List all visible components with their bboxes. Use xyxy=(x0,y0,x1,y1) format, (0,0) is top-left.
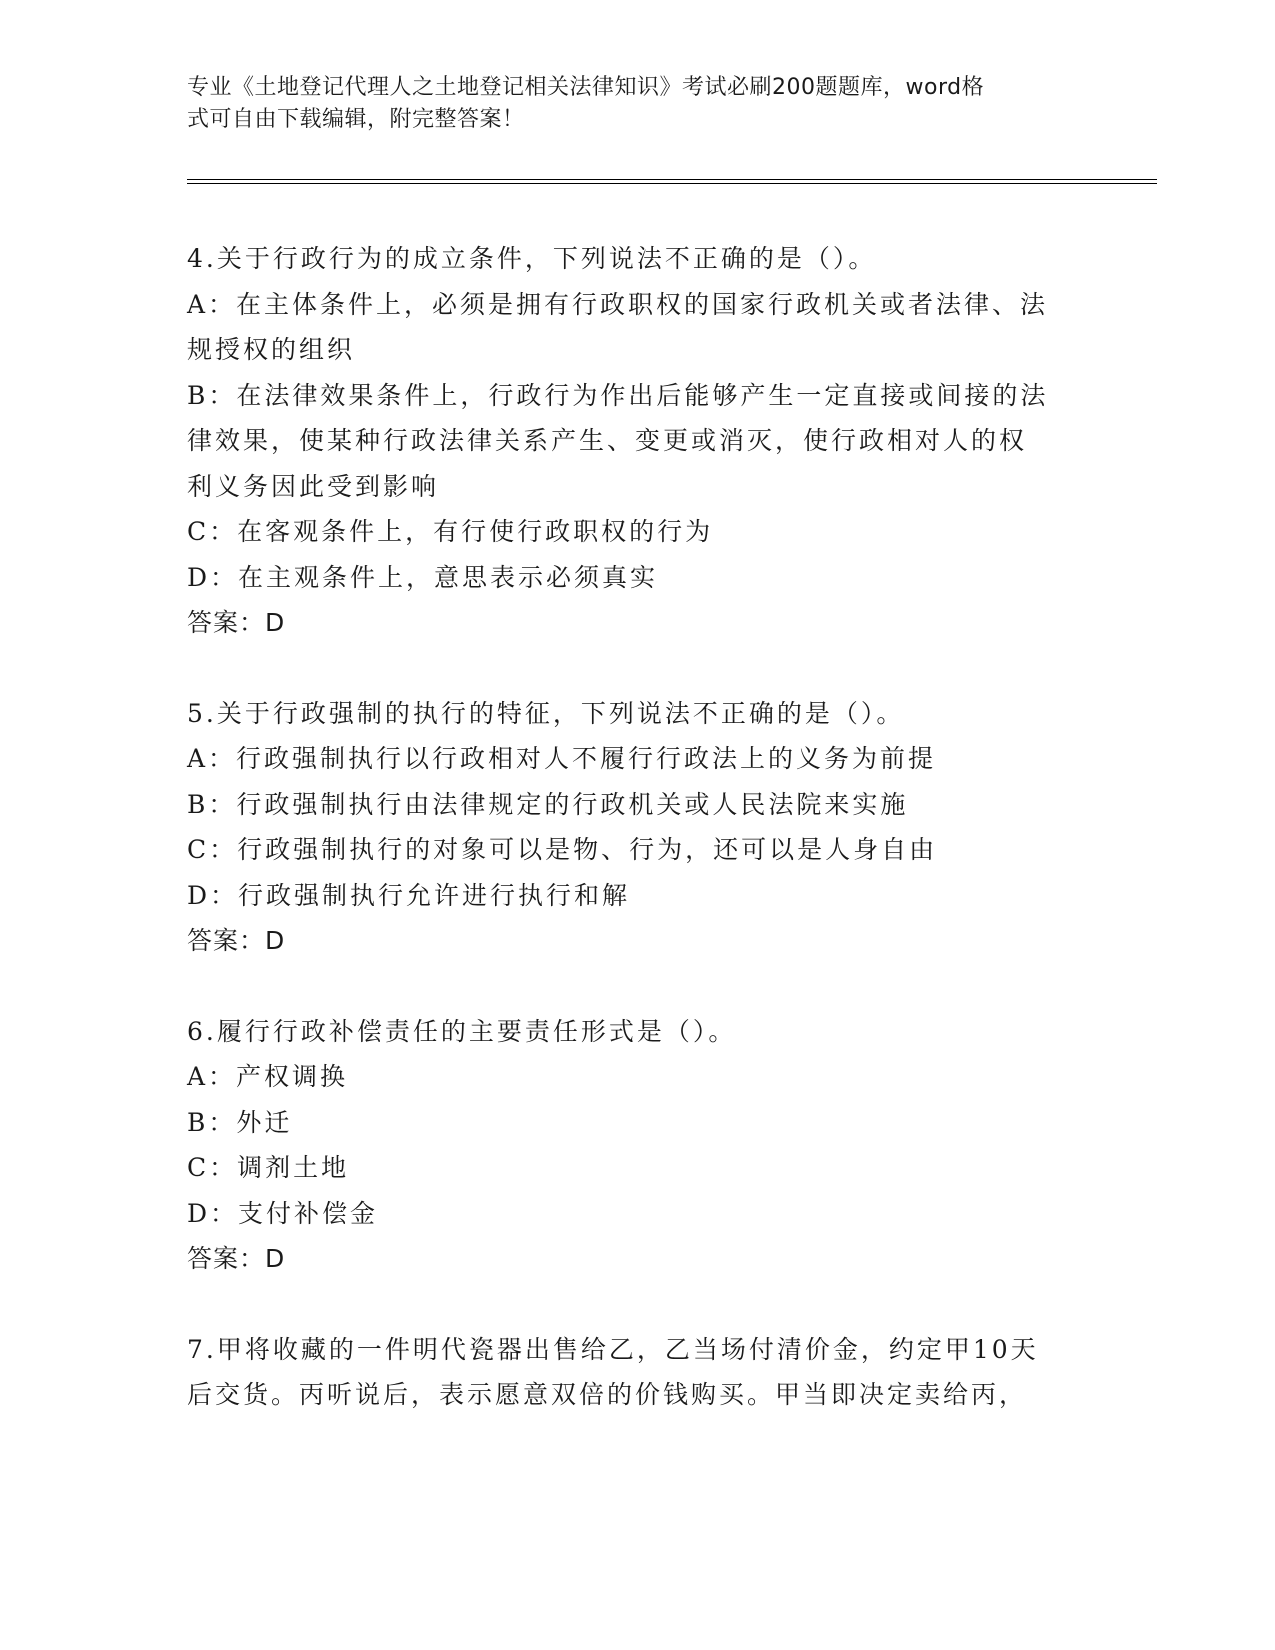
question-list xyxy=(187,236,1087,1463)
document-header xyxy=(187,72,1067,136)
option-c: C：行政强制执行的对象可以是物、行为，还可以是人身自由 xyxy=(187,835,938,864)
question-stem: 4.关于行政行为的成立条件，下列说法不正确的是（）。 xyxy=(187,244,877,273)
question-4 xyxy=(187,236,1087,646)
header-divider-bottom xyxy=(187,183,1157,184)
option-b: B：在法律效果条件上，行政行为作出后能够产生一定直接或间接的法 xyxy=(187,380,1049,410)
option-c: C：在客观条件上，有行使行政职权的行为 xyxy=(187,517,714,546)
question-stem: 6.履行行政补偿责任的主要责任形式是（）。 xyxy=(187,1016,737,1046)
header-line-1: 专业《土地登记代理人之土地登记相关法律知识》考试必刷200题题库，word格 xyxy=(187,75,985,100)
answer-label: 答案：D xyxy=(187,608,286,637)
question-stem-continued: 后交货。丙听说后，表示愿意双倍的价钱购买。甲当即决定卖给丙， xyxy=(187,1380,1028,1409)
question-5 xyxy=(187,691,1087,964)
option-b: B：行政强制执行由法律规定的行政机关或人民法院来实施 xyxy=(187,789,909,819)
option-d: D：在主观条件上，意思表示必须真实 xyxy=(187,562,659,592)
option-d: D：行政强制执行允许进行执行和解 xyxy=(187,880,631,910)
option-d: D：支付补偿金 xyxy=(187,1198,379,1228)
option-a-continued: 规授权的组织 xyxy=(187,335,356,364)
answer-label: 答案：D xyxy=(187,1244,286,1273)
answer-label: 答案：D xyxy=(187,926,286,955)
option-b-continued: 律效果，使某种行政法律关系产生、变更或消灭，使行政相对人的权 xyxy=(187,426,1028,455)
option-c: C：调剂土地 xyxy=(187,1153,350,1182)
question-stem: 7.甲将收藏的一件明代瓷器出售给乙，乙当场付清价金，约定甲10天 xyxy=(187,1334,1039,1364)
question-7 xyxy=(187,1327,1087,1418)
header-line-2: 式可自由下载编辑，附完整答案！ xyxy=(187,107,525,132)
question-stem: 5.关于行政强制的执行的特征，下列说法不正确的是（）。 xyxy=(187,698,905,728)
option-a: A：在主体条件上，必须是拥有行政职权的国家行政机关或者法律、法 xyxy=(187,289,1049,319)
option-a: A：产权调换 xyxy=(187,1062,349,1091)
header-divider-top xyxy=(187,179,1157,180)
option-b-continued: 利义务因此受到影响 xyxy=(187,471,440,501)
question-6 xyxy=(187,1009,1087,1282)
option-b: B：外迁 xyxy=(187,1107,293,1137)
option-a: A：行政强制执行以行政相对人不履行行政法上的义务为前提 xyxy=(187,744,937,773)
